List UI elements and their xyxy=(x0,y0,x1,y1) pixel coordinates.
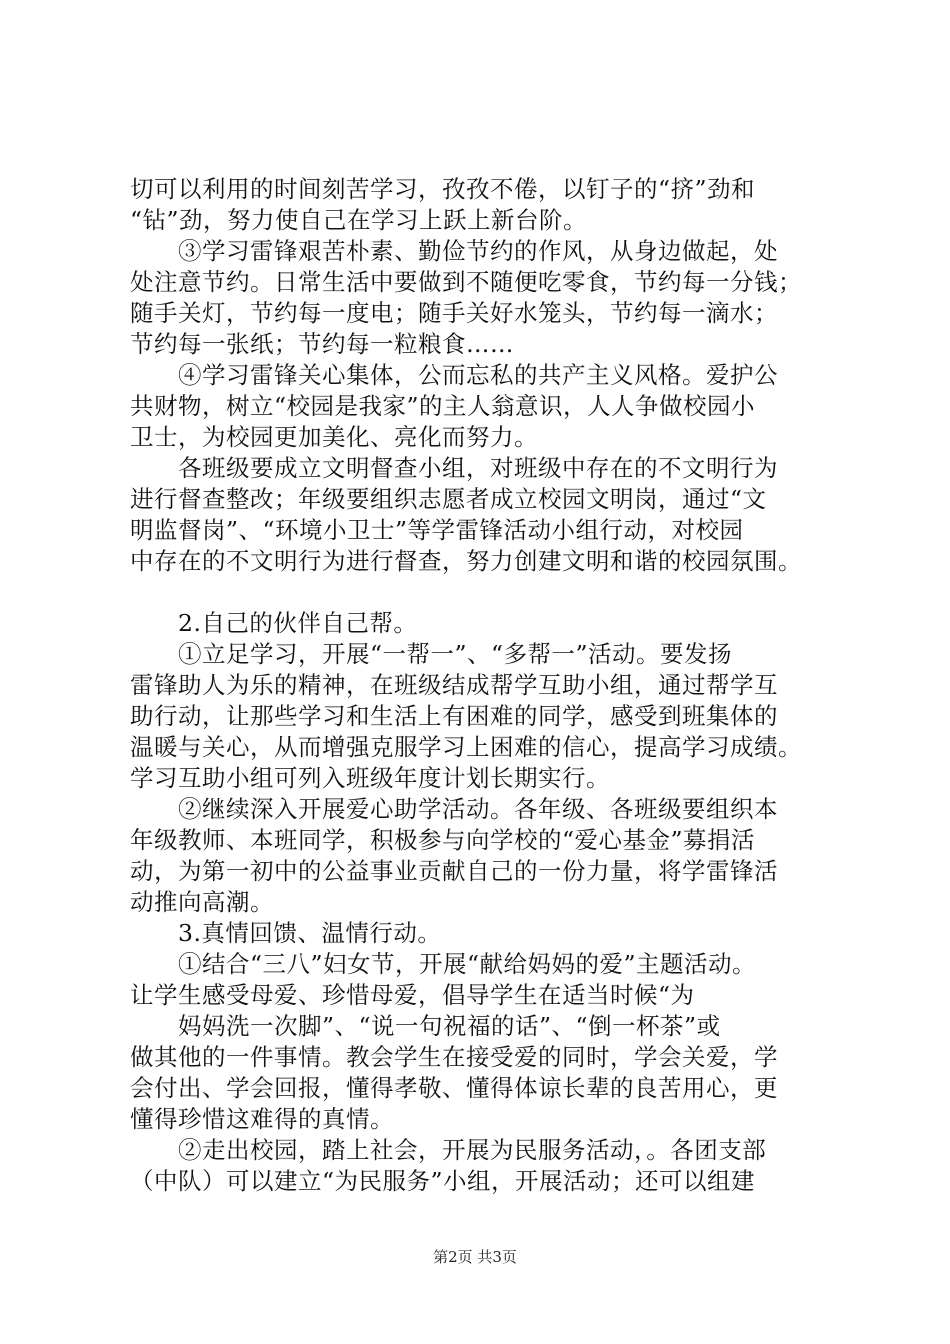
text-line: 让学生感受母爱、珍惜母爱，倡导学生在适当时候“为 xyxy=(130,981,695,1009)
text-line: 年级教师、本班同学，积极参与向学校的“爱心基金”募捐活 xyxy=(130,826,756,854)
text-line: 做其他的一件事情。教会学生在接受爱的同时，学会关爱，学 xyxy=(130,1043,778,1071)
text-line: 处注意节约。日常生活中要做到不随便吃零食，节约每一分钱； xyxy=(130,268,802,296)
text-line: ①立足学习，开展“一帮一”、“多帮一”活动。要发扬 xyxy=(178,640,733,668)
page-footer: 第2页 共3页 xyxy=(433,1248,517,1266)
text-line: 动推向高潮。 xyxy=(130,888,274,916)
text-line: 各班级要成立文明督查小组，对班级中存在的不文明行为 xyxy=(178,454,778,482)
blank-line xyxy=(130,577,850,608)
text-line: 学习互助小组可列入班级年度计划长期实行。 xyxy=(130,764,610,792)
text-line: 中存在的不文明行为进行督查，努力创建文明和谐的校园氛围。 xyxy=(130,547,802,575)
text-line: ①结合“三八”妇女节，开展“献给妈妈的爱”主题活动。 xyxy=(178,950,757,978)
text-line: （中队）可以建立“为民服务”小组，开展活动；还可以组建 xyxy=(130,1167,756,1195)
text-line: ③学习雷锋艰苦朴素、勤俭节约的作风，从身边做起，处 xyxy=(178,237,778,265)
text-line: 动，为第一初中的公益事业贡献自己的一份力量，将学雷锋活 xyxy=(130,857,778,885)
text-line: 进行督查整改；年级要组织志愿者成立校园文明岗，通过“文 xyxy=(130,485,767,513)
text-line: ②走出校园，踏上社会，开展为民服务活动，。各团支部 xyxy=(178,1136,767,1164)
text-line: 会付出、学会回报，懂得孝敬、懂得体谅长辈的良苦用心，更 xyxy=(130,1074,778,1102)
text-line: 明监督岗”、“环境小卫士”等学雷锋活动小组行动，对校园 xyxy=(130,516,744,544)
text-line: 随手关灯，节约每一度电；随手关好水笼头，节约每一滴水； xyxy=(130,299,778,327)
text-line: 雷锋助人为乐的精神，在班级结成帮学互助小组，通过帮学互 xyxy=(130,671,778,699)
text-line: 3.真情回馈、温情行动。 xyxy=(178,919,442,947)
text-line: ②继续深入开展爱心助学活动。各年级、各班级要组织本 xyxy=(178,795,778,823)
text-line: 懂得珍惜这难得的真情。 xyxy=(130,1105,394,1133)
text-line: “钻”劲，努力使自己在学习上跃上新台阶。 xyxy=(130,206,588,234)
text-line: 共财物，树立“校园是我家”的主人翁意识，人人争做校园小 xyxy=(130,392,756,420)
text-line: 卫士，为校园更加美化、亮化而努力。 xyxy=(130,423,538,451)
text-line: 助行动，让那些学习和生活上有困难的同学，感受到班集体的 xyxy=(130,702,778,730)
text-line: 妈妈洗一次脚”、“说一句祝福的话”、“倒一杯茶”或 xyxy=(178,1012,721,1040)
text-line: ④学习雷锋关心集体，公而忘私的共产主义风格。爱护公 xyxy=(178,361,778,389)
text-line: 切可以利用的时间刻苦学习，孜孜不倦，以钉子的“挤”劲和 xyxy=(130,175,756,203)
document-body xyxy=(130,174,850,1197)
text-line: 节约每一张纸；节约每一粒粮食…… xyxy=(130,330,514,358)
text-line: 温暖与关心，从而增强克服学习上困难的信心，提高学习成绩。 xyxy=(130,733,802,761)
text-line: 2.自己的伙伴自己帮。 xyxy=(178,609,418,637)
